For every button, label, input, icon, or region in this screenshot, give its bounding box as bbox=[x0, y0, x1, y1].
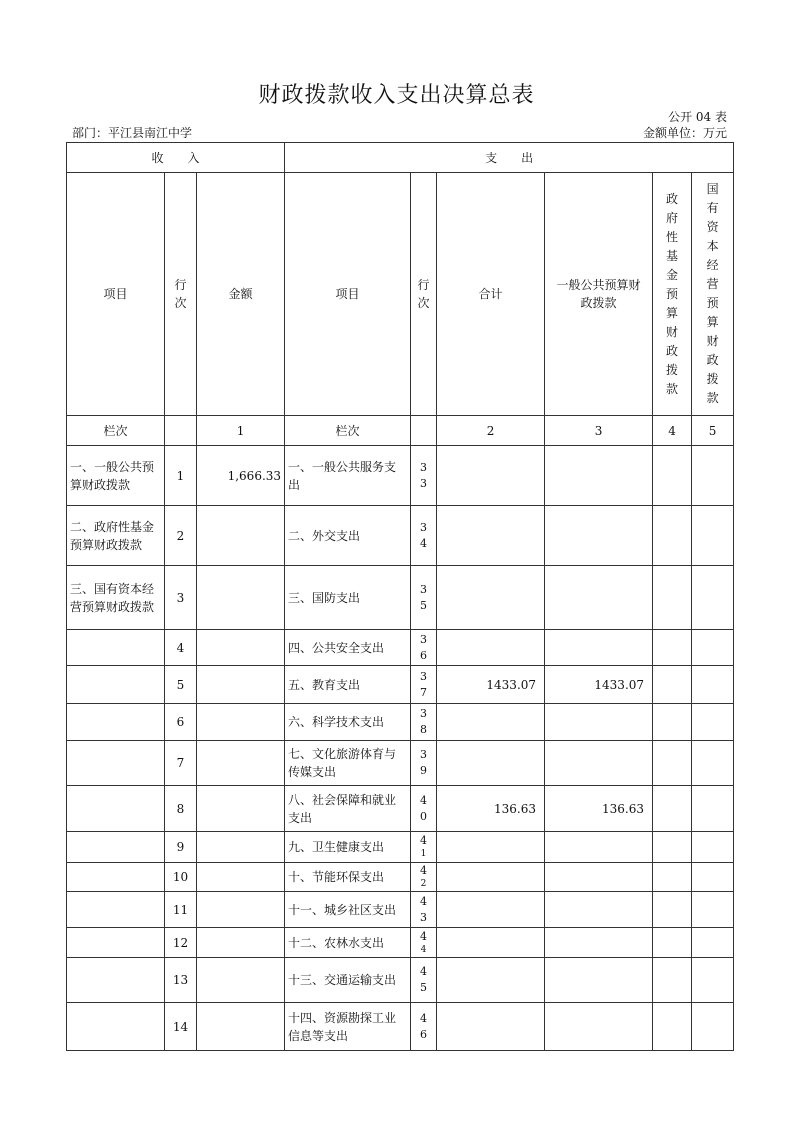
col-index-blank bbox=[165, 416, 197, 446]
expense-row-no-digit-2: 0 bbox=[420, 809, 428, 823]
total-cell bbox=[437, 892, 545, 928]
table-row bbox=[67, 786, 734, 832]
amount-cell bbox=[197, 630, 285, 666]
expense-item-cell: 八、社会保障和就业支出 bbox=[285, 786, 411, 832]
total-cell bbox=[437, 832, 545, 863]
state-capital-cell bbox=[692, 786, 734, 832]
expense-row-no-cell bbox=[411, 786, 437, 832]
amount-unit-label: 金额单位：万元 bbox=[642, 126, 727, 140]
state-capital-cell bbox=[692, 566, 734, 630]
total-cell bbox=[437, 958, 545, 1003]
gov-fund-cell bbox=[653, 928, 692, 958]
table-row bbox=[67, 630, 734, 666]
expense-row-no-digit-2: 4 bbox=[420, 536, 428, 550]
gov-fund-cell bbox=[653, 958, 692, 1003]
amount-cell bbox=[197, 666, 285, 704]
budget-summary-table bbox=[66, 142, 734, 1051]
report-title: 财政拨款收入支出决算总表 bbox=[258, 83, 535, 108]
gov-fund-cell bbox=[653, 446, 692, 506]
col-index-2: 2 bbox=[437, 416, 545, 446]
expense-item-header: 项目 bbox=[285, 173, 411, 416]
expense-item-cell: 三、国防支出 bbox=[285, 566, 411, 630]
col-index-5: 5 bbox=[692, 416, 734, 446]
total-cell bbox=[437, 741, 545, 786]
amount-cell bbox=[197, 958, 285, 1003]
general-budget-cell bbox=[545, 630, 653, 666]
gov-fund-cell bbox=[653, 892, 692, 928]
general-budget-cell bbox=[545, 506, 653, 566]
expense-row-no-digit-1: 4 bbox=[420, 894, 428, 908]
expense-row-no-digit-1: 4 bbox=[420, 834, 428, 847]
income-row-no-cell: 1 bbox=[165, 446, 197, 506]
table-row bbox=[67, 832, 734, 863]
state-capital-cell bbox=[692, 666, 734, 704]
amount-cell bbox=[197, 506, 285, 566]
expense-row-no-digit-2: 9 bbox=[420, 764, 428, 777]
gov-fund-cell bbox=[653, 863, 692, 892]
table-row bbox=[67, 892, 734, 928]
income-item-cell bbox=[67, 863, 165, 892]
general-budget-cell: 136.63 bbox=[545, 786, 653, 832]
state-capital-cell bbox=[692, 704, 734, 741]
general-budget-cell bbox=[545, 892, 653, 928]
table-row bbox=[67, 928, 734, 958]
expense-row-no-digit-1: 4 bbox=[420, 1011, 428, 1025]
total-header: 合计 bbox=[437, 173, 545, 416]
expense-row-no-cell bbox=[411, 832, 437, 863]
expense-row-no-cell bbox=[411, 566, 437, 630]
amount-cell bbox=[197, 863, 285, 892]
gov-fund-cell bbox=[653, 832, 692, 863]
income-item-cell bbox=[67, 786, 165, 832]
expense-row-no-cell bbox=[411, 446, 437, 506]
general-budget-cell bbox=[545, 928, 653, 958]
income-item-header: 项目 bbox=[67, 173, 165, 416]
total-cell bbox=[437, 506, 545, 566]
income-item-cell bbox=[67, 832, 165, 863]
general-budget-cell bbox=[545, 566, 653, 630]
expense-row-no-digit-2: 6 bbox=[420, 1027, 428, 1041]
total-cell bbox=[437, 1003, 545, 1051]
expense-row-no-digit-1: 4 bbox=[420, 864, 428, 877]
income-row-no-cell: 5 bbox=[165, 666, 197, 704]
expense-row-no-digit-1: 3 bbox=[420, 632, 428, 646]
general-budget-cell bbox=[545, 832, 653, 863]
amount-cell bbox=[197, 566, 285, 630]
income-row-no-cell: 12 bbox=[165, 928, 197, 958]
state-capital-cell bbox=[692, 506, 734, 566]
income-row-no-cell: 10 bbox=[165, 863, 197, 892]
income-row-no-cell: 4 bbox=[165, 630, 197, 666]
general-budget-header: 一般公共预算财政拨款 bbox=[545, 173, 653, 416]
gov-fund-cell bbox=[653, 666, 692, 704]
amount-cell bbox=[197, 832, 285, 863]
income-row-no-cell: 7 bbox=[165, 741, 197, 786]
expense-item-cell: 五、教育支出 bbox=[285, 666, 411, 704]
total-cell bbox=[437, 863, 545, 892]
expense-item-cell: 四、公共安全支出 bbox=[285, 630, 411, 666]
income-row-no-cell: 9 bbox=[165, 832, 197, 863]
amount-cell bbox=[197, 786, 285, 832]
income-row-no-cell: 3 bbox=[165, 566, 197, 630]
expense-item-cell: 二、外交支出 bbox=[285, 506, 411, 566]
expense-item-cell: 七、文化旅游体育与传媒支出 bbox=[285, 741, 411, 786]
state-capital-cell bbox=[692, 741, 734, 786]
expense-header: 支 出 bbox=[285, 143, 734, 173]
income-header: 收 入 bbox=[67, 143, 285, 173]
general-budget-cell bbox=[545, 704, 653, 741]
total-cell bbox=[437, 566, 545, 630]
expense-row-no-cell bbox=[411, 892, 437, 928]
expense-row-no-digit-1: 3 bbox=[420, 582, 428, 596]
expense-row-no-cell bbox=[411, 958, 437, 1003]
state-capital-cell bbox=[692, 832, 734, 863]
gov-fund-cell bbox=[653, 1003, 692, 1051]
gov-fund-header: 政府性基金预算财政拨款 bbox=[653, 173, 692, 416]
general-budget-cell: 1433.07 bbox=[545, 666, 653, 704]
table-row bbox=[67, 741, 734, 786]
income-item-cell bbox=[67, 892, 165, 928]
income-row-no-cell: 13 bbox=[165, 958, 197, 1003]
gov-fund-cell bbox=[653, 506, 692, 566]
expense-row-no-digit-2: 5 bbox=[420, 598, 428, 612]
table-row bbox=[67, 666, 734, 704]
expense-row-no-digit-2: 3 bbox=[420, 910, 428, 924]
expense-row-no-cell bbox=[411, 704, 437, 741]
expense-item-cell: 九、卫生健康支出 bbox=[285, 832, 411, 863]
expense-item-cell: 十四、资源勘探工业信息等支出 bbox=[285, 1003, 411, 1051]
state-capital-cell bbox=[692, 446, 734, 506]
state-capital-cell bbox=[692, 630, 734, 666]
expense-row-no-digit-2: 7 bbox=[420, 685, 428, 699]
amount-cell bbox=[197, 704, 285, 741]
expense-row-no-cell bbox=[411, 1003, 437, 1051]
income-row-no-cell: 14 bbox=[165, 1003, 197, 1051]
expense-row-no-digit-2: 8 bbox=[420, 723, 428, 736]
income-item-cell bbox=[67, 958, 165, 1003]
amount-cell bbox=[197, 892, 285, 928]
income-item-cell: 三、国有资本经营预算财政拨款 bbox=[67, 566, 165, 630]
expense-row-no-cell bbox=[411, 506, 437, 566]
expense-row-no-cell bbox=[411, 741, 437, 786]
income-item-cell bbox=[67, 1003, 165, 1051]
amount-cell bbox=[197, 1003, 285, 1051]
state-capital-cell bbox=[692, 928, 734, 958]
gov-fund-cell bbox=[653, 741, 692, 786]
expense-row-no-digit-1: 3 bbox=[420, 460, 428, 474]
expense-row-no-cell bbox=[411, 666, 437, 704]
income-row-no-header: 行次 bbox=[165, 173, 197, 416]
expense-row-no-cell bbox=[411, 630, 437, 666]
state-capital-cell bbox=[692, 958, 734, 1003]
expense-item-cell: 十三、交通运输支出 bbox=[285, 958, 411, 1003]
state-capital-header: 国有资本经营预算财政拨款 bbox=[692, 173, 734, 416]
col-index-3: 3 bbox=[545, 416, 653, 446]
income-item-cell bbox=[67, 630, 165, 666]
state-capital-cell bbox=[692, 863, 734, 892]
general-budget-cell bbox=[545, 1003, 653, 1051]
expense-item-cell: 六、科学技术支出 bbox=[285, 704, 411, 741]
table-row bbox=[67, 958, 734, 1003]
expense-row-no-digit-1: 3 bbox=[420, 748, 428, 761]
expense-row-no-digit-1: 4 bbox=[420, 793, 428, 807]
expense-row-no-digit-1: 3 bbox=[420, 707, 428, 720]
general-budget-cell bbox=[545, 863, 653, 892]
general-budget-cell bbox=[545, 446, 653, 506]
expense-row-no-digit-1: 3 bbox=[420, 520, 428, 534]
total-cell: 136.63 bbox=[437, 786, 545, 832]
expense-row-no-digit-2: 6 bbox=[420, 648, 428, 662]
amount-cell bbox=[197, 741, 285, 786]
income-item-cell bbox=[67, 741, 165, 786]
total-cell bbox=[437, 928, 545, 958]
general-budget-cell bbox=[545, 741, 653, 786]
expense-row-no-digit-2: 2 bbox=[420, 879, 427, 889]
table-row bbox=[67, 446, 734, 506]
expense-row-no-header: 行次 bbox=[411, 173, 437, 416]
state-capital-cell bbox=[692, 892, 734, 928]
expense-row-no-digit-1: 4 bbox=[420, 929, 428, 943]
col-index-label: 栏次 bbox=[285, 416, 411, 446]
income-row-no-cell: 6 bbox=[165, 704, 197, 741]
col-index-blank bbox=[411, 416, 437, 446]
gov-fund-cell bbox=[653, 704, 692, 741]
income-row-no-cell: 2 bbox=[165, 506, 197, 566]
col-index-1: 1 bbox=[197, 416, 285, 446]
form-number: 公开 04 表 bbox=[668, 110, 727, 124]
expense-row-no-digit-1: 4 bbox=[420, 965, 428, 978]
expense-row-no-digit-2: 1 bbox=[420, 849, 427, 859]
table-row bbox=[67, 704, 734, 741]
income-row-no-cell: 8 bbox=[165, 786, 197, 832]
amount-header: 金额 bbox=[197, 173, 285, 416]
total-cell: 1433.07 bbox=[437, 666, 545, 704]
gov-fund-cell bbox=[653, 630, 692, 666]
expense-row-no-cell bbox=[411, 928, 437, 958]
expense-item-cell: 一、一般公共服务支出 bbox=[285, 446, 411, 506]
expense-row-no-digit-2: 3 bbox=[420, 476, 428, 490]
state-capital-cell bbox=[692, 1003, 734, 1051]
gov-fund-cell bbox=[653, 786, 692, 832]
general-budget-cell bbox=[545, 958, 653, 1003]
expense-item-cell: 十二、农林水支出 bbox=[285, 928, 411, 958]
table-row bbox=[67, 1003, 734, 1051]
income-item-cell bbox=[67, 928, 165, 958]
amount-cell bbox=[197, 928, 285, 958]
total-cell bbox=[437, 446, 545, 506]
table-row bbox=[67, 506, 734, 566]
total-cell bbox=[437, 704, 545, 741]
expense-item-cell: 十一、城乡社区支出 bbox=[285, 892, 411, 928]
income-item-cell bbox=[67, 666, 165, 704]
expense-row-no-digit-2: 5 bbox=[420, 981, 428, 994]
income-item-cell: 二、政府性基金预算财政拨款 bbox=[67, 506, 165, 566]
gov-fund-cell bbox=[653, 566, 692, 630]
expense-row-no-digit-1: 3 bbox=[420, 669, 428, 683]
expense-row-no-cell bbox=[411, 863, 437, 892]
col-index-label: 栏次 bbox=[67, 416, 165, 446]
expense-item-cell: 十、节能环保支出 bbox=[285, 863, 411, 892]
income-row-no-cell: 11 bbox=[165, 892, 197, 928]
expense-row-no-digit-2: 4 bbox=[420, 944, 427, 955]
income-item-cell bbox=[67, 704, 165, 741]
total-cell bbox=[437, 630, 545, 666]
amount-cell: 1,666.33 bbox=[197, 446, 285, 506]
table-row bbox=[67, 863, 734, 892]
department-label: 部门：平江县南江中学 bbox=[72, 126, 193, 140]
col-index-4: 4 bbox=[653, 416, 692, 446]
income-item-cell: 一、一般公共预算财政拨款 bbox=[67, 446, 165, 506]
table-row bbox=[67, 566, 734, 630]
